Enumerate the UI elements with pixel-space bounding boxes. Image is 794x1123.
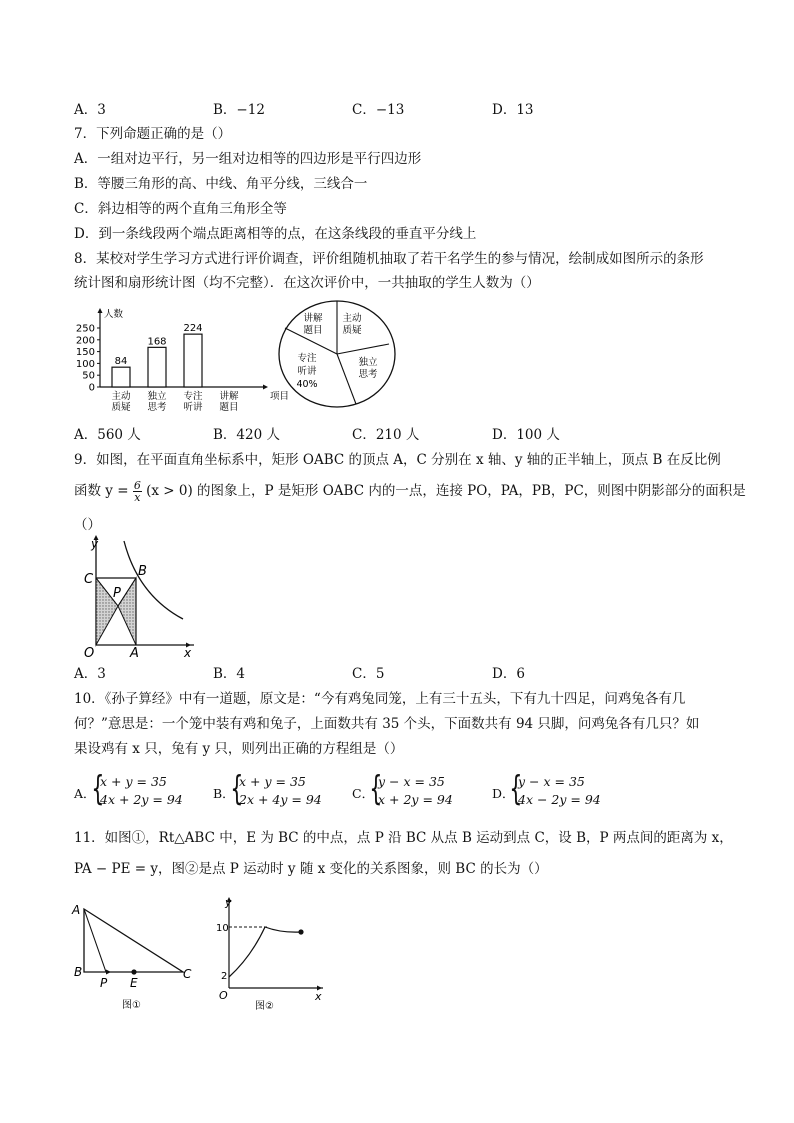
bar-value-label: 168 bbox=[147, 336, 167, 348]
q6-option-b[interactable]: B．−12 bbox=[213, 102, 265, 118]
bar-category-label: 题目 bbox=[219, 402, 239, 413]
q9-fraction-num: 6 bbox=[133, 479, 141, 492]
q9-fraction bbox=[133, 480, 142, 503]
q10-option-a-label: A． bbox=[74, 786, 96, 801]
bar-value-label: 84 bbox=[114, 356, 128, 368]
pie-label-question-1: 主动 bbox=[342, 313, 362, 324]
q7-option-d[interactable]: D．到一条线段两个端点距离相等的点，在这条线段的垂直平分线上 bbox=[74, 226, 477, 242]
bar-category-label: 思考 bbox=[147, 402, 167, 413]
q9-function-prefix: 函数 y = bbox=[74, 483, 129, 499]
q11-segment-ap bbox=[84, 909, 106, 972]
q9-label-c: C bbox=[84, 572, 94, 587]
pie-label-think-2: 思考 bbox=[358, 369, 378, 380]
q10-option-d-eq2: 4x − 2y = 94 bbox=[518, 792, 601, 807]
bar-y-label: 人数 bbox=[104, 309, 124, 320]
q9-line1: 9．如图，在平面直角坐标系中，矩形 OABC 的顶点 A，C 分别在 x 轴、y 轴的正半轴上，顶点 B 在反比例 bbox=[74, 452, 721, 468]
q7-option-b[interactable]: B．等腰三角形的高、中线、角平分线，三线合一 bbox=[74, 176, 368, 192]
q8-option-a[interactable]: A．560 人 bbox=[74, 427, 141, 443]
q11-point-e bbox=[131, 969, 136, 974]
q7-option-a[interactable]: A．一组对边平行，另一组对边相等的四边形是平行四边形 bbox=[74, 151, 422, 167]
q7-option-c[interactable]: C．斜边相等的两个直角三角形全等 bbox=[74, 201, 287, 217]
q7-stem: 7．下列命题正确的是（） bbox=[74, 126, 232, 142]
q11-label-b: B bbox=[74, 965, 83, 979]
bar-category-label: 专注 bbox=[183, 391, 203, 402]
q11-label-o: O bbox=[219, 989, 228, 1002]
q10-option-b-eq1: x + y = 35 bbox=[239, 774, 306, 789]
bar-chart-categories bbox=[111, 390, 239, 413]
bar-x-arrow bbox=[263, 385, 268, 390]
q9-fraction-den: x bbox=[134, 491, 141, 504]
bar-chart bbox=[70, 298, 290, 420]
pie-label-focus-1: 专注 bbox=[297, 353, 317, 364]
q9-option-a[interactable]: A．3 bbox=[74, 666, 106, 682]
q11-triangle bbox=[84, 909, 183, 972]
pie-label-explain-1: 讲解 bbox=[303, 313, 323, 324]
bar-y-arrow bbox=[98, 308, 103, 313]
bar-value-label: 224 bbox=[183, 323, 203, 335]
q10-option-c-eq1: y − x = 35 bbox=[378, 774, 445, 789]
bar-3 bbox=[184, 334, 202, 387]
q11-label-2: 2 bbox=[221, 971, 228, 982]
bar-x-label: 项目 bbox=[270, 391, 290, 402]
bar-category-label: 质疑 bbox=[111, 402, 131, 413]
q10-option-d-eq1: y − x = 35 bbox=[518, 774, 585, 789]
q11-label-a: A bbox=[72, 903, 81, 917]
bar-y-tick-label: 100 bbox=[75, 358, 95, 370]
q10-option-c-label: C． bbox=[352, 786, 375, 801]
q9-label-y: y bbox=[91, 537, 99, 551]
bar-category-label: 讲解 bbox=[219, 391, 239, 402]
q9-option-c[interactable]: C．5 bbox=[352, 666, 385, 682]
brace-icon: { bbox=[509, 769, 523, 809]
bar-2 bbox=[148, 347, 166, 387]
q10-option-c-eq2: x + 2y = 94 bbox=[378, 792, 453, 807]
q8-option-c[interactable]: C．210 人 bbox=[352, 427, 420, 443]
q11-label-e: E bbox=[130, 976, 138, 990]
bar-y-tick-label: 200 bbox=[75, 335, 95, 347]
q9-label-b: B bbox=[138, 564, 147, 579]
q6-option-a[interactable]: A．3 bbox=[74, 102, 106, 118]
q11-line1: 11．如图①，Rt△ABC 中，E 为 BC 的中点，点 P 沿 BC 从点 B 运动到点 C，设 B，P 两点间的距离为 x， bbox=[74, 830, 733, 846]
q9-line2 bbox=[74, 480, 746, 503]
bar-y-tick-label: 0 bbox=[88, 382, 95, 394]
pie-label-question-2: 质疑 bbox=[342, 325, 362, 336]
q8-stem-line1: 8．某校对学生学习方式进行评价调查，评价组随机抽取了若干名学生的参与情况，绘制成如图所示的条形 bbox=[74, 251, 704, 267]
q9-figure bbox=[72, 533, 197, 661]
arrow-right-icon bbox=[106, 970, 111, 975]
q8-option-d[interactable]: D．100 人 bbox=[492, 427, 560, 443]
q8-stem-line2: 统计图和扇形统计图（均不完整）．在这次评价中，一共抽取的学生人数为（） bbox=[74, 275, 540, 291]
brace-icon: { bbox=[369, 769, 383, 809]
pie-label-focus-percent: 40% bbox=[296, 379, 318, 390]
q10-option-a-eq1: x + y = 35 bbox=[100, 774, 167, 789]
q9-line2-rest: (x > 0) 的图象上，P 是矩形 OABC 内的一点，连接 PO，PA，PB，PC，则图中阴影部分的面积是 bbox=[146, 483, 746, 499]
brace-icon: { bbox=[91, 769, 105, 809]
bar-category-label: 听讲 bbox=[183, 402, 203, 413]
bar-y-tick-label: 150 bbox=[75, 347, 95, 359]
q11-line2: PA − PE = y，图②是点 P 运动时 y 随 x 变化的关系图象，则 BC 的长为（） bbox=[74, 861, 548, 877]
q10-option-b-label: B． bbox=[213, 786, 235, 801]
q10-line1: 10．《孙子算经》中有一道题，原文是：“今有鸡兔同笼，上有三十五头，下有九十四足，问鸡兔各有几 bbox=[74, 691, 686, 707]
q10-option-b-eq2: 2x + 4y = 94 bbox=[239, 792, 322, 807]
q6-option-c[interactable]: C．−13 bbox=[352, 102, 405, 118]
bar-chart-y-ticks bbox=[76, 324, 100, 394]
q9-option-b[interactable]: B．4 bbox=[213, 666, 246, 682]
q9-option-d[interactable]: D．6 bbox=[492, 666, 525, 682]
q9-label-p: P bbox=[113, 586, 121, 601]
q11-label-p: P bbox=[100, 976, 108, 990]
brace-icon: { bbox=[230, 769, 244, 809]
bar-y-tick-label: 50 bbox=[82, 370, 95, 382]
q8-option-b[interactable]: B．420 人 bbox=[213, 427, 280, 443]
bar-category-label: 独立 bbox=[147, 391, 167, 402]
q10-line2: 何？”意思是：一个笼中装有鸡和兔子，上面数共有 35 个头，下面数共有 94 只脚，问鸡兔各有几只？如 bbox=[74, 716, 700, 732]
q11-label-x: x bbox=[315, 990, 322, 1003]
q9-line3: （） bbox=[74, 517, 101, 533]
q10-option-a-eq2: 4x + 2y = 94 bbox=[100, 792, 183, 807]
q9-label-a: A bbox=[130, 646, 139, 661]
q11-label-y: y bbox=[225, 896, 232, 909]
q6-option-d[interactable]: D．13 bbox=[492, 102, 534, 118]
q11-figure-1 bbox=[70, 895, 200, 1015]
q9-label-o: O bbox=[84, 646, 95, 661]
q10-line3: 果设鸡有 x 只，兔有 y 只，则列出正确的方程组是（） bbox=[74, 741, 404, 757]
q10-option-d-label: D． bbox=[492, 786, 515, 801]
q11-caption-1: 图① bbox=[122, 1000, 141, 1011]
q11-graph-curve bbox=[229, 927, 301, 977]
pie-label-explain-2: 题目 bbox=[303, 325, 323, 336]
q11-figure-2 bbox=[215, 893, 330, 1015]
q11-graph-end bbox=[298, 929, 303, 934]
pie-chart bbox=[275, 298, 400, 413]
q11-caption-2: 图② bbox=[255, 1001, 274, 1012]
q9-label-x: x bbox=[184, 646, 192, 660]
q11-label-c: C bbox=[183, 967, 192, 981]
pie-label-focus-2: 听讲 bbox=[297, 366, 317, 377]
bar-1 bbox=[112, 367, 130, 387]
q11-label-10: 10 bbox=[216, 923, 229, 934]
bar-chart-bars bbox=[112, 323, 203, 387]
bar-y-tick-label: 250 bbox=[75, 323, 95, 335]
pie-label-think-1: 独立 bbox=[358, 357, 378, 368]
bar-category-label: 主动 bbox=[111, 391, 131, 402]
